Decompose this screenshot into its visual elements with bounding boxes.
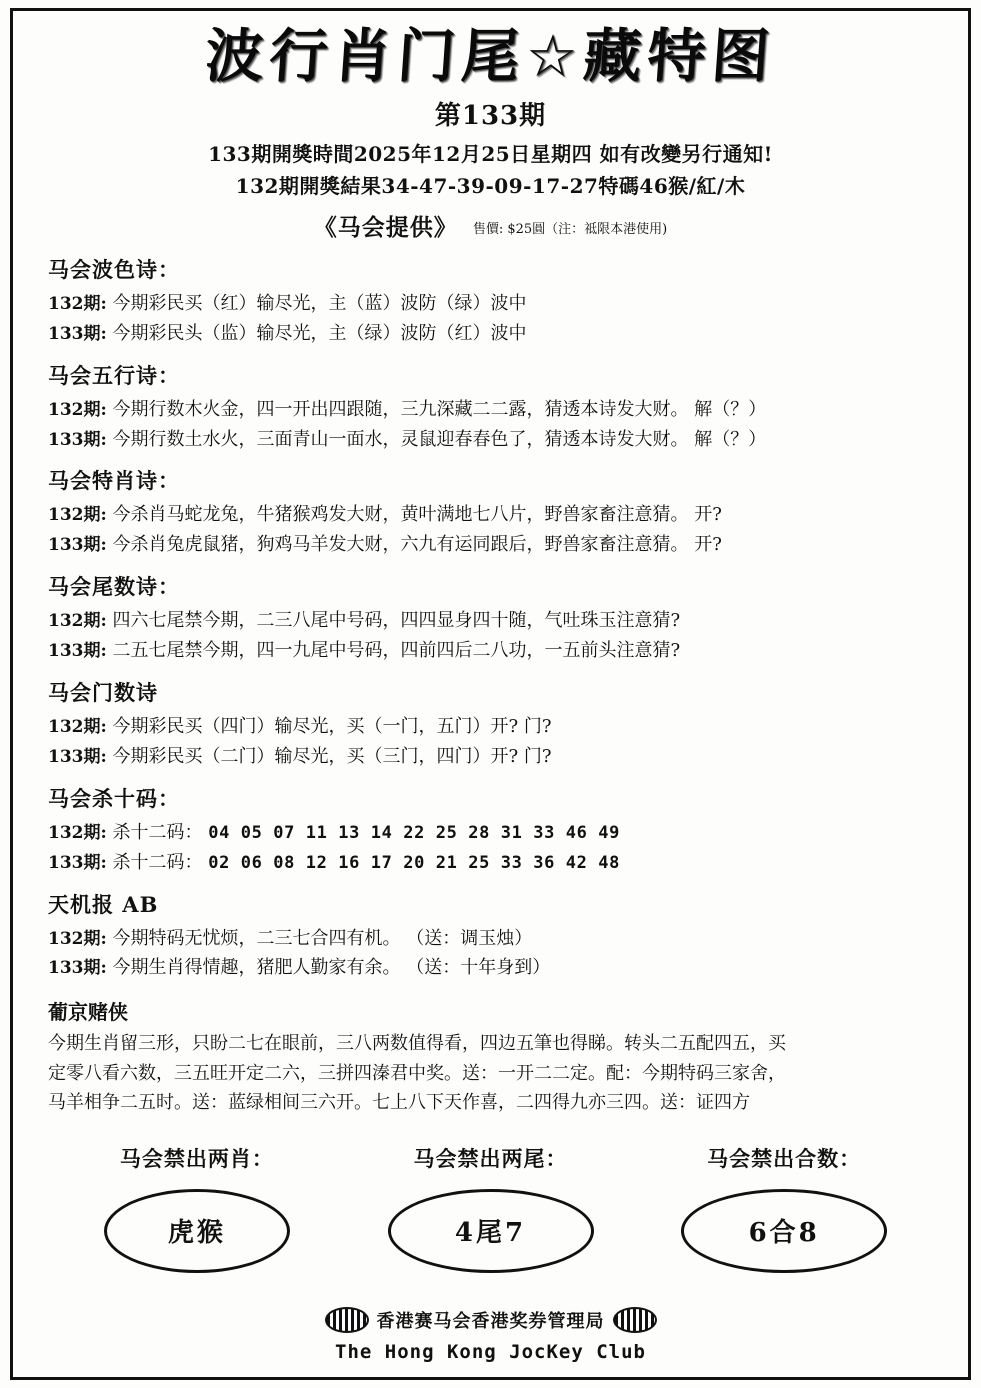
section-row — [48, 819, 937, 847]
section-row — [48, 320, 937, 348]
row-label: 132期: — [48, 611, 107, 632]
section-texiao-shi — [44, 465, 937, 559]
footer — [44, 1307, 937, 1363]
section-bose-shi — [44, 254, 937, 348]
row-text: 今期行数木火金，四一开出四跟随，三九深藏二二露，猜透本诗发大财。 解（？） — [112, 398, 767, 420]
forbidden-group-heshu — [637, 1143, 931, 1273]
draw-time: 133期開獎時間2025年12月25日星期四 如有改變另行通知! — [208, 141, 773, 166]
provider-label: 《马会提供》 — [313, 213, 458, 241]
row-text: 今杀肖马蛇龙兔，牛猪猴鸡发大财，黄叶满地七八片，野兽家畜注意猜。 开? — [112, 504, 722, 526]
section-title: 马会杀十码： — [48, 785, 180, 811]
paragraph-line: 马羊相争二五时。送：蓝绿相间三六开。七上八下天作喜，二四得九亦三四。送：证四方 — [48, 1091, 750, 1113]
row-text: 今期彩民买（四门）输尽光，买（一门，五门）开? 门? — [112, 716, 552, 738]
section-title: 马会门数诗 — [48, 680, 158, 706]
section-row — [48, 637, 937, 665]
section-row — [48, 290, 937, 318]
row-label: 132期: — [48, 505, 107, 526]
issue-number: 第133期 — [434, 100, 547, 131]
section-row — [48, 849, 937, 877]
row-text: 今期行数土水火，三面青山一面水，灵鼠迎春春色了，猜透本诗发大财。 解（？） — [112, 428, 767, 450]
provider-row — [44, 209, 937, 242]
row-text: 今期彩民买（二门）输尽光，买（三门，四门）开? 门? — [112, 745, 552, 767]
footer-org-row — [44, 1307, 937, 1333]
section-pujing-duxia — [44, 996, 937, 1116]
footer-org-name: 香港赛马会香港奖券管理局 — [376, 1310, 605, 1332]
section-tianjibao-ab — [44, 889, 937, 983]
row-prefix: 杀十二码： — [112, 851, 203, 873]
jockey-club-logo-icon — [613, 1307, 657, 1333]
row-numbers: 02 06 08 12 16 17 20 21 25 33 36 42 48 — [208, 852, 620, 873]
row-text: 今期彩民买（红）输尽光，主（蓝）波防（绿）波中 — [112, 292, 527, 314]
forbidden-value-oval: 虎猴 — [104, 1189, 290, 1273]
section-title: 马会特肖诗： — [48, 468, 180, 494]
forbidden-group-xiao — [50, 1143, 344, 1273]
row-text: 今期生肖得情趣，猪肥人勤家有余。 （送：十年身到） — [112, 957, 551, 979]
forbidden-label: 马会禁出两肖： — [119, 1145, 274, 1171]
section-row — [48, 501, 937, 529]
row-label: 133期: — [48, 852, 107, 873]
row-label: 132期: — [48, 293, 107, 314]
row-label: 133期: — [48, 429, 107, 450]
row-label: 133期: — [48, 958, 107, 979]
section-title: 马会五行诗： — [48, 362, 180, 388]
row-text: 四六七尾禁今期，二三八尾中号码，四四显身四十随，气吐珠玉注意猜? — [112, 610, 681, 632]
section-row — [48, 925, 937, 953]
row-text: 今期彩民头（监）输尽光，主（绿）波防（红）波中 — [112, 322, 527, 344]
row-label: 133期: — [48, 641, 107, 662]
forbidden-value-oval: 6合8 — [681, 1189, 887, 1273]
row-text: 二五七尾禁今期，四一九尾中号码，四前四后二八功，一五前头注意猜? — [112, 640, 681, 662]
forbidden-label: 马会禁出两尾： — [413, 1145, 568, 1171]
section-row — [48, 426, 937, 454]
section-row — [48, 607, 937, 635]
last-draw-result: 132期開獎結果34-47-39-09-17-27特碼46猴/紅/木 — [235, 173, 746, 198]
section-wuxing-shi — [44, 360, 937, 454]
row-label: 132期: — [48, 399, 107, 420]
forbidden-row — [50, 1143, 931, 1273]
section-row — [48, 713, 937, 741]
banner-title: 波行肖门尾☆藏特图 — [203, 22, 778, 90]
row-prefix: 杀十二码： — [112, 821, 203, 843]
section-row — [48, 531, 937, 559]
section-title: 马会尾数诗： — [48, 574, 180, 600]
forbidden-value-oval: 4尾7 — [388, 1189, 594, 1273]
jockey-club-logo-icon — [325, 1307, 369, 1333]
paragraph-line: 定零八看六数，三五旺开定二六，三拼四溱君中奖。送：一开二二定。配：今期特码三家舍， — [48, 1062, 786, 1084]
row-label: 132期: — [48, 822, 107, 843]
section-title: 马会波色诗： — [48, 256, 180, 282]
row-label: 133期: — [48, 535, 107, 556]
row-numbers: 04 05 07 11 13 14 22 25 28 31 33 46 49 — [208, 822, 620, 843]
section-row — [48, 743, 937, 771]
section-weishu-shi — [44, 571, 937, 665]
price-note: 售價: $25圓（注：祗限本港使用) — [472, 221, 668, 237]
paragraph-title: 葡京赌侠 — [48, 1000, 128, 1025]
forbidden-group-wei — [344, 1143, 638, 1273]
paragraph-line: 今期生肖留三形，只盼二七在眼前，三八两数值得看，四边五筆也得睇。转头二五配四五，买 — [48, 1033, 786, 1055]
row-text: 今期特码无忧烦，二三七合四有机。 （送：调玉烛） — [112, 927, 533, 949]
row-label: 133期: — [48, 746, 107, 767]
section-title: 天机报 AB — [48, 891, 159, 917]
footer-org-name-en: The Hong Kong JocKey Club — [335, 1340, 646, 1363]
forbidden-label: 马会禁出合数： — [707, 1145, 862, 1171]
section-row — [48, 396, 937, 424]
row-label: 133期: — [48, 323, 107, 344]
section-menshu-shi — [44, 677, 937, 771]
row-label: 132期: — [48, 928, 107, 949]
section-row — [48, 954, 937, 982]
row-label: 132期: — [48, 717, 107, 738]
row-text: 今杀肖兔虎鼠猪，狗鸡马羊发大财，六九有运同跟后，野兽家畜注意猜。 开? — [112, 534, 722, 556]
section-sha-shi-ma — [44, 783, 937, 877]
